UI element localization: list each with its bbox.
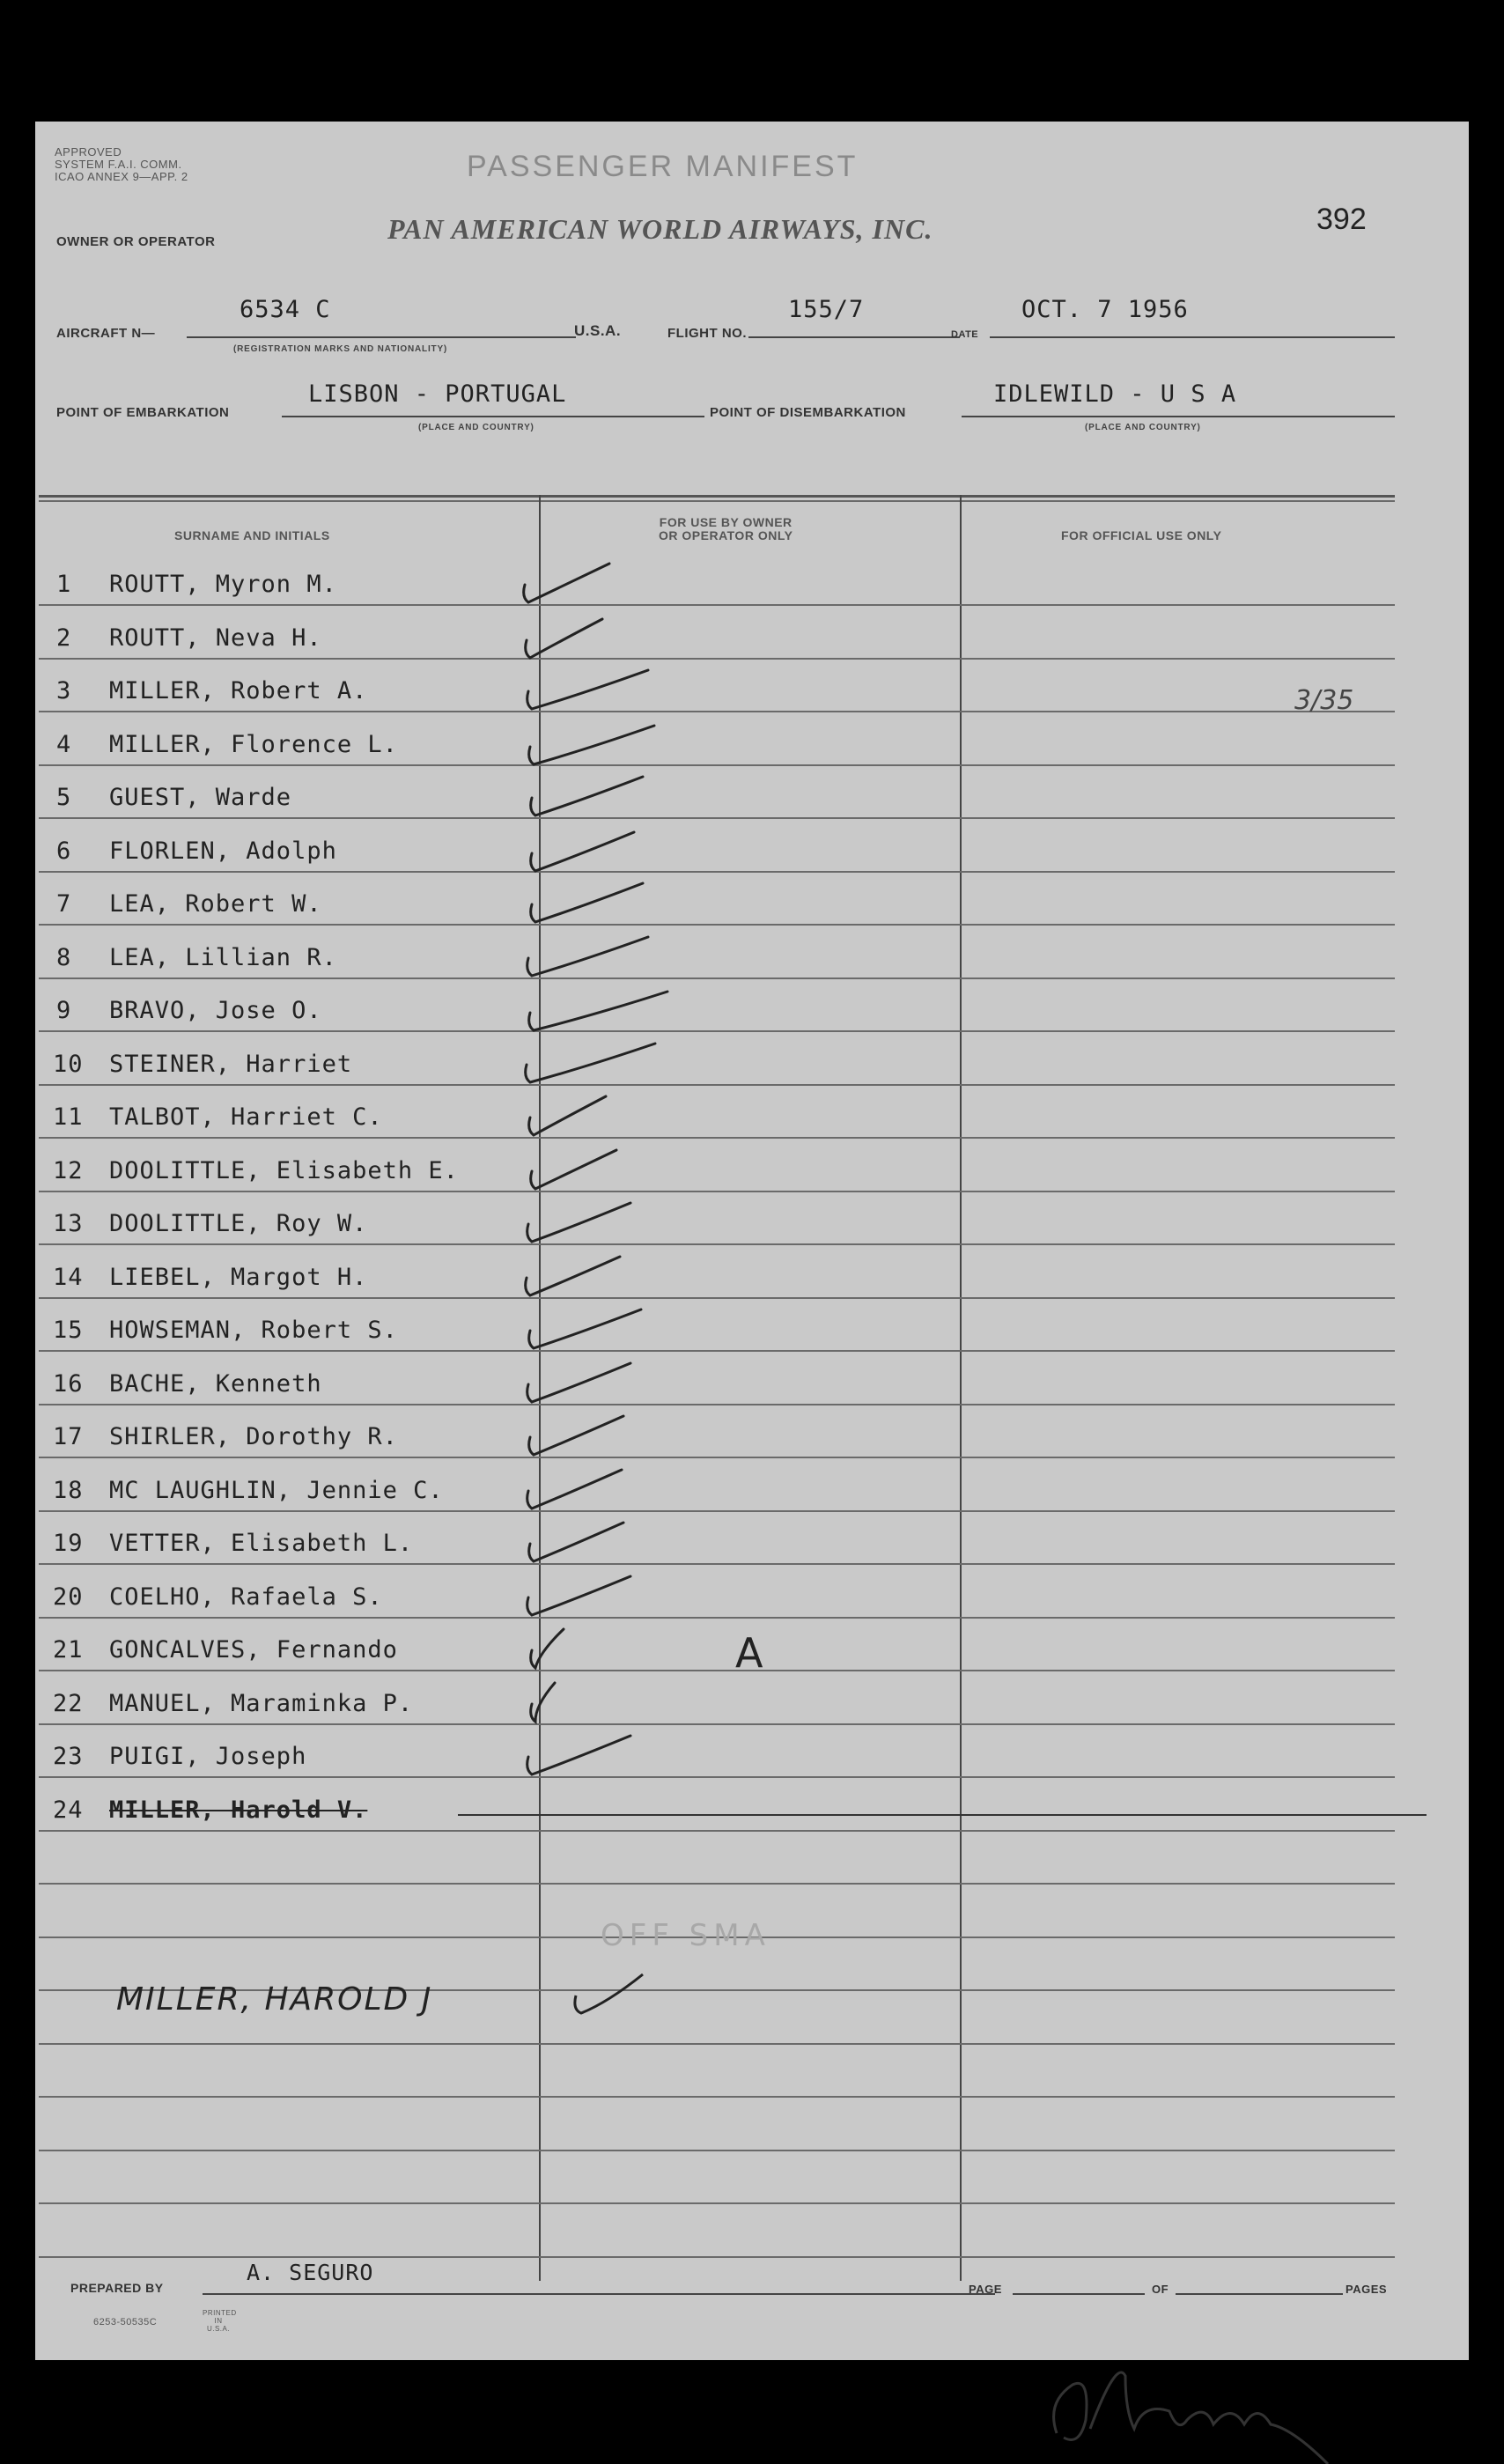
check-mark xyxy=(507,1723,701,1785)
check-mark-stroke xyxy=(527,1576,630,1615)
embarkation-sublabel: (PLACE AND COUNTRY) xyxy=(418,423,535,432)
row-number: 14 xyxy=(53,1264,84,1291)
row-number: 9 xyxy=(56,997,72,1024)
form-title: PASSENGER MANIFEST xyxy=(467,150,859,183)
form-code: 6253-50535C xyxy=(93,2317,158,2328)
disembarkation-label: POINT OF DISEMBARKATION xyxy=(710,405,906,420)
row-rule xyxy=(39,2043,1395,2045)
row-number: 8 xyxy=(56,944,72,971)
check-mark xyxy=(509,1084,703,1146)
handwritten-name: MILLER, HAROLD J xyxy=(116,1981,433,2018)
row-number: 18 xyxy=(53,1477,84,1504)
col-owner-header-line: FOR USE BY OWNER xyxy=(659,515,793,529)
of-underline xyxy=(1176,2293,1343,2295)
row-number: 19 xyxy=(53,1530,84,1557)
passenger-name: ROUTT, Neva H. xyxy=(109,624,322,652)
embarkation-underline xyxy=(282,416,704,417)
row-number: 6 xyxy=(56,837,72,865)
page-underline xyxy=(1013,2293,1145,2295)
row-number: 17 xyxy=(53,1423,84,1450)
check-mark-stroke xyxy=(526,1044,655,1082)
check-mark-stroke xyxy=(529,1523,623,1561)
row-rule xyxy=(39,711,1395,712)
row-rule xyxy=(39,1404,1395,1405)
col-owner-header xyxy=(659,516,793,542)
row-rule xyxy=(39,658,1395,660)
row-number: 20 xyxy=(53,1583,84,1611)
check-mark xyxy=(507,1191,701,1252)
row-rule xyxy=(39,2096,1395,2098)
passenger-name: MANUEL, Maraminka P. xyxy=(109,1690,414,1717)
passenger-name: LEA, Robert W. xyxy=(109,890,322,918)
check-mark-stroke xyxy=(527,1203,630,1242)
passenger-name: LEA, Lillian R. xyxy=(109,944,337,971)
approval-line: ICAO ANNEX 9—APP. 2 xyxy=(55,170,188,183)
check-mark-stroke xyxy=(531,883,643,922)
row-number: 12 xyxy=(53,1157,84,1184)
check-mark-stroke xyxy=(527,1470,622,1509)
passenger-name: HOWSEMAN, Robert S. xyxy=(109,1317,398,1344)
approval-line: SYSTEM F.A.I. COMM. xyxy=(55,158,182,171)
row-number: 4 xyxy=(56,731,72,758)
prepared-by-value: A. SEGURO xyxy=(247,2260,374,2285)
row-rule xyxy=(39,1670,1395,1671)
check-mark xyxy=(511,1617,704,1678)
check-mark xyxy=(504,551,697,613)
passenger-name: SHIRLER, Dorothy R. xyxy=(109,1423,398,1450)
disembarkation-sublabel: (PLACE AND COUNTRY) xyxy=(1085,423,1201,432)
row-rule xyxy=(39,924,1395,926)
check-mark xyxy=(564,1960,704,2031)
flight-value: 155/7 xyxy=(788,296,865,323)
passenger-name: MILLER, Harold V. xyxy=(109,1796,368,1824)
passenger-name: ROUTT, Myron M. xyxy=(109,571,337,598)
owner-label: OWNER OR OPERATOR xyxy=(56,234,216,249)
column-divider-2 xyxy=(960,495,962,2281)
flight-label: FLIGHT NO. xyxy=(667,326,747,341)
row-number: 15 xyxy=(53,1317,84,1344)
check-mark xyxy=(511,871,704,933)
row-number: 11 xyxy=(53,1103,84,1131)
row-number: 16 xyxy=(53,1370,84,1398)
row-number: 23 xyxy=(53,1743,84,1770)
row-rule xyxy=(39,1457,1395,1458)
passenger-name: BACHE, Kenneth xyxy=(109,1370,322,1398)
row-rule xyxy=(39,1350,1395,1352)
aircraft-value: 6534 C xyxy=(240,296,331,323)
check-mark-stroke xyxy=(531,777,643,815)
disembarkation-underline xyxy=(962,416,1395,417)
table-top-rule-2 xyxy=(39,500,1395,502)
row-rule xyxy=(39,1883,1395,1885)
check-mark xyxy=(509,1404,703,1465)
row-number: 5 xyxy=(56,784,72,811)
check-mark-stroke xyxy=(526,619,602,658)
check-mark-stroke xyxy=(529,1309,641,1348)
check-mark-stroke xyxy=(529,1096,606,1135)
passenger-name: GUEST, Warde xyxy=(109,784,292,811)
passenger-name: MILLER, Robert A. xyxy=(109,677,368,705)
prepared-underline xyxy=(203,2293,995,2295)
row-number: 2 xyxy=(56,624,72,652)
passenger-name: STEINER, Harriet xyxy=(109,1051,353,1078)
row-rule xyxy=(39,2202,1395,2204)
check-mark-stroke xyxy=(527,1363,630,1402)
check-mark-stroke xyxy=(531,1629,564,1668)
date-value: OCT. 7 1956 xyxy=(1021,296,1189,323)
check-mark xyxy=(511,764,704,826)
row-rule xyxy=(39,2256,1395,2258)
col-surname-header: SURNAME AND INITIALS xyxy=(174,528,330,542)
table-top-rule xyxy=(39,495,1395,498)
passenger-name: TALBOT, Harriet C. xyxy=(109,1103,383,1131)
check-mark-stroke xyxy=(527,670,648,709)
row-rule xyxy=(39,871,1395,873)
aircraft-underline xyxy=(187,336,576,338)
col-owner-header-line: OR OPERATOR ONLY xyxy=(659,528,793,542)
check-mark-stroke xyxy=(529,726,654,764)
date-underline xyxy=(990,336,1395,338)
approval-line: APPROVED xyxy=(55,145,122,159)
row-number: 3 xyxy=(56,677,72,705)
check-mark-stroke xyxy=(531,1683,555,1722)
row-rule xyxy=(39,1243,1395,1245)
row-rule xyxy=(39,1723,1395,1725)
of-label: OF xyxy=(1152,2283,1169,2296)
pages-label: PAGES xyxy=(1345,2283,1388,2296)
passenger-name: LIEBEL, Margot H. xyxy=(109,1264,368,1291)
operator-name: PAN AMERICAN WORLD AIRWAYS, INC. xyxy=(387,213,933,245)
embarkation-label: POINT OF EMBARKATION xyxy=(56,405,230,420)
row-number: 13 xyxy=(53,1210,84,1237)
row-number: 10 xyxy=(53,1051,84,1078)
passenger-name: BRAVO, Jose O. xyxy=(109,997,322,1024)
aircraft-label: AIRCRAFT N— xyxy=(56,326,156,341)
passenger-name: MILLER, Florence L. xyxy=(109,731,398,758)
approval-stamp xyxy=(55,146,188,183)
check-mark xyxy=(509,1510,703,1572)
passenger-name: FLORLEN, Adolph xyxy=(109,837,337,865)
row-rule xyxy=(39,817,1395,819)
row-rule xyxy=(39,1510,1395,1512)
row-rule xyxy=(39,1776,1395,1778)
check-mark-stroke xyxy=(531,832,634,871)
strike-line xyxy=(458,1814,1427,1816)
row-rule xyxy=(39,977,1395,979)
passenger-name: GONCALVES, Fernando xyxy=(109,1636,398,1664)
disembarkation-value: IDLEWILD - U S A xyxy=(993,380,1237,408)
row-rule xyxy=(39,764,1395,766)
prepared-label: PREPARED BY xyxy=(70,2281,164,2295)
passenger-name: VETTER, Elisabeth L. xyxy=(109,1530,414,1557)
row-rule xyxy=(39,1137,1395,1139)
embarkation-value: LISBON - PORTUGAL xyxy=(308,380,567,408)
row-rule xyxy=(39,1084,1395,1086)
row-rule xyxy=(39,2150,1395,2151)
row-rule xyxy=(39,1563,1395,1565)
col-official-header: FOR OFFICIAL USE ONLY xyxy=(1061,528,1222,542)
row-rule xyxy=(39,1191,1395,1192)
check-mark-stroke xyxy=(575,1974,643,2013)
row-number: 21 xyxy=(53,1636,84,1664)
date-label: DATE xyxy=(951,329,979,340)
check-mark-stroke xyxy=(529,992,667,1030)
passenger-name: MC LAUGHLIN, Jennie C. xyxy=(109,1477,444,1504)
manifest-sheet xyxy=(35,122,1469,2360)
usa-label: U.S.A. xyxy=(574,322,622,339)
registration-sublabel: (REGISTRATION MARKS AND NATIONALITY) xyxy=(233,344,448,354)
row-rule xyxy=(39,604,1395,606)
check-mark-stroke xyxy=(526,1257,620,1295)
printed-note: PRINTED IN U.S.A. xyxy=(203,2309,237,2333)
row-rule xyxy=(39,1617,1395,1619)
flight-underline xyxy=(748,336,960,338)
owner-mark: A xyxy=(735,1629,763,1677)
row-number: 1 xyxy=(56,571,72,598)
check-mark-stroke xyxy=(531,1150,616,1189)
check-mark-stroke xyxy=(524,564,609,602)
row-rule xyxy=(39,1830,1395,1832)
check-mark-stroke xyxy=(527,937,648,976)
passenger-name: PUIGI, Joseph xyxy=(109,1743,307,1770)
row-number: 7 xyxy=(56,890,72,918)
official-signature xyxy=(1037,2350,1390,2464)
check-mark-stroke xyxy=(529,1416,623,1455)
passenger-name: DOOLITTLE, Roy W. xyxy=(109,1210,368,1237)
page-number: 392 xyxy=(1316,203,1367,236)
row-number: 22 xyxy=(53,1690,84,1717)
passenger-name: COELHO, Rafaela S. xyxy=(109,1583,383,1611)
owner-note: OFF SMA xyxy=(601,1918,770,1953)
check-mark xyxy=(509,1297,703,1359)
check-mark xyxy=(507,925,701,986)
signature-stroke xyxy=(1054,2372,1328,2464)
check-mark-stroke xyxy=(527,1736,630,1774)
row-rule xyxy=(39,1297,1395,1299)
page-label: PAGE xyxy=(969,2283,1002,2296)
row-rule xyxy=(39,1030,1395,1032)
row-number: 24 xyxy=(53,1796,84,1824)
check-mark xyxy=(507,658,701,719)
passenger-name: DOOLITTLE, Elisabeth E. xyxy=(109,1157,459,1184)
official-note: 3/35 xyxy=(1294,685,1354,716)
